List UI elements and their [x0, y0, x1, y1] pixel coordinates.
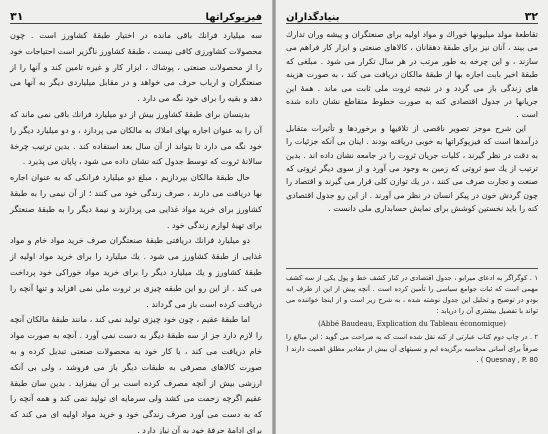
paragraph: تقاطعهٔ مولد میلیونها خوراك و مواد اولیه برای صنعتگران و پیشه وران تدارك می بیند ، آنان نیز برای طبقهٔ دهقانان ، کالاهای صنعتی و ابزار کار فراهم می سازند ، و این چرخه به طور مرتب در هر سال تکرار می شود . مبلغی که طبقهٔ اخیر بابت اجاره بها از طبقهٔ مالکان دریافت می کند ، به صورت هزینه های زندگی باز می گردد و در نتیجه ثروت ملی ثابت می ماند . همهٔ این جریانها در جدول اقتصادی کنه به صورت خطوط متقاطع نشان داده شده است .	[286, 30, 538, 120]
footnote-rule	[286, 268, 538, 269]
running-title: فیزیوکراتها	[205, 12, 262, 23]
page-number: ۳۲	[524, 10, 538, 23]
left-page	[0, 0, 272, 434]
footnote: ۱ . کوگراگر به ادعای میرابو ، جدول اقتصادی در کنار کشف خط و پول یکی از سه کشف مهمی است که ثبات جوامع سیاسی را تأمین کرده است . آنچه پیش از این از طرف ابه بودو در توضیح و تحلیل این جدول نوشته شده ، به شرح زیر است و از اینجا خواننده می تواند با تفصیل بیشتری آن را دریابد :	[286, 274, 538, 316]
footnote-citation: (Abbé Baudeau, Explication du Tableau économique)	[318, 320, 506, 329]
running-title: بنیادگذاران	[286, 12, 340, 23]
paragraph: سه میلیارد فرانك باقی مانده در اختیار طبقهٔ کشاورز است . چون محصولات کشاورزی کافی نیست ، طبقهٔ کشاورز ناگزیر است احتیاجات خود را از محصولات صنعتی ، پوشاك ، ابزار کار و غیره تامین کند و آنها را از صنعتگران و ارباب حرف می خواهد و در مقابل میلیاردی دیگر به آنها می دهد و بقیه را برای خود نگه می دارد .	[10, 30, 262, 104]
footnotes	[286, 273, 538, 368]
right-page	[276, 0, 548, 434]
paragraph: اما طبقهٔ عقیم ، چون خود چیزی تولید نمی کند ، مانند طبقهٔ مالکان آنچه را لازم دارد جز از سه طبقهٔ دیگر به دست نمی آورد . آنچه به صورت مواد خام دریافت می کند ، با کار خود به محصولات صنعتی تبدیل کرده و به صورت کالاهای مصرفی به طبقات دیگر باز می فروشد ، ولی بی آنکه ارزشی بیش از آنچه مصرف کرده است بر آن بیفزاید . بدین سان طبقهٔ عقیم اگرچه زحمت می کشد ولی سرمایه ای تولید نمی کند و همه آنچه را که به دست می آورد صرف زندگی خود و خرید مواد اولیه ای می کند که برای ادامهٔ حرفهٔ خود به آن نیاز دارد .	[10, 314, 262, 434]
left-page-body	[10, 28, 262, 434]
left-page-header	[10, 7, 262, 24]
paragraph: دو میلیارد فرانك دریافتی طبقهٔ صنعتگران صرف خرید مواد خام و مواد غذایی از طبقهٔ کشاورز می شود . یك میلیارد را برای خرید مواد اولیه از طبقهٔ کشاورز و یك میلیارد دیگر را برای خرید مواد خوراکی خود پرداخت می کند . از این رو این طبقه چیزی بر ثروت ملی نمی افزاید و تنها آنچه را دریافت کرده است باز می گرداند .	[10, 235, 262, 309]
right-page-header	[286, 7, 538, 24]
page-number: ۳۱	[10, 10, 24, 23]
paragraph: بدینسان برای طبقهٔ کشاورز بیش از دو میلیارد فرانك باقی نمی ماند که آن را به عنوان اجاره بهای املاك به مالکان می پردازد ، و دو میلیارد دیگر را خود نگه می دارد تا بتواند از آن سال بعد استفاده کند . بدین ترتیب چرخهٔ سالانهٔ ثروت که توسط جدول کنه نشان داده می شود ، پایان می پذیرد .	[10, 108, 262, 167]
footnote: ۲ . در چاپ دوم کتاب عبارتی از کنه نقل شده است که به صراحت می گوید : این مبالغ را صرفاً برای آسانی محاسبه برگزیده ایم و نسبتهای آن بیش از مقادیر مطلق اهمیت دارند ( Quesnay , P. 80 ) .	[286, 333, 538, 364]
paragraph: این شرح موجز تصویر ناقصی از تلاقیها و برخوردها و تأثیرات متقابل درآمدها است که فیزیوکراتها به خوبی دریافته بودند . اینان بی آنکه جزئیات را به دقت در نظر گیرند ، کلیات جریان ثروت را در جامعه نشان داده اند . بدین ترتیب از یك سو ثروتی که زمین به وجود می آورد و از سوی دیگر ثروتی که صنعت و تجارت صرف می کنند ، در یك توازن کلی قرار می گیرند و اقتصاد را چون گردش خون در پیکر انسان در نظر می آورند . از این رو جدول اقتصادی کنه را باید نخستین کوشش برای نمایش حسابداری ملی دانست .	[286, 123, 538, 214]
paragraph: حال طبقهٔ مالکان بپردازیم ، مبلغ دو میلیارد فرانکی که به عنوان اجاره بها دریافت می دارند ، صرف زندگی خود می کنند ؛ از آن نیمی را به طبقهٔ کشاورز برای خرید مواد غذایی می پردازند و نیمهٔ دیگر را به طبقهٔ صنعتگر برای تهیهٔ لوازم زندگی خود .	[10, 172, 262, 230]
right-page-body	[286, 28, 538, 216]
